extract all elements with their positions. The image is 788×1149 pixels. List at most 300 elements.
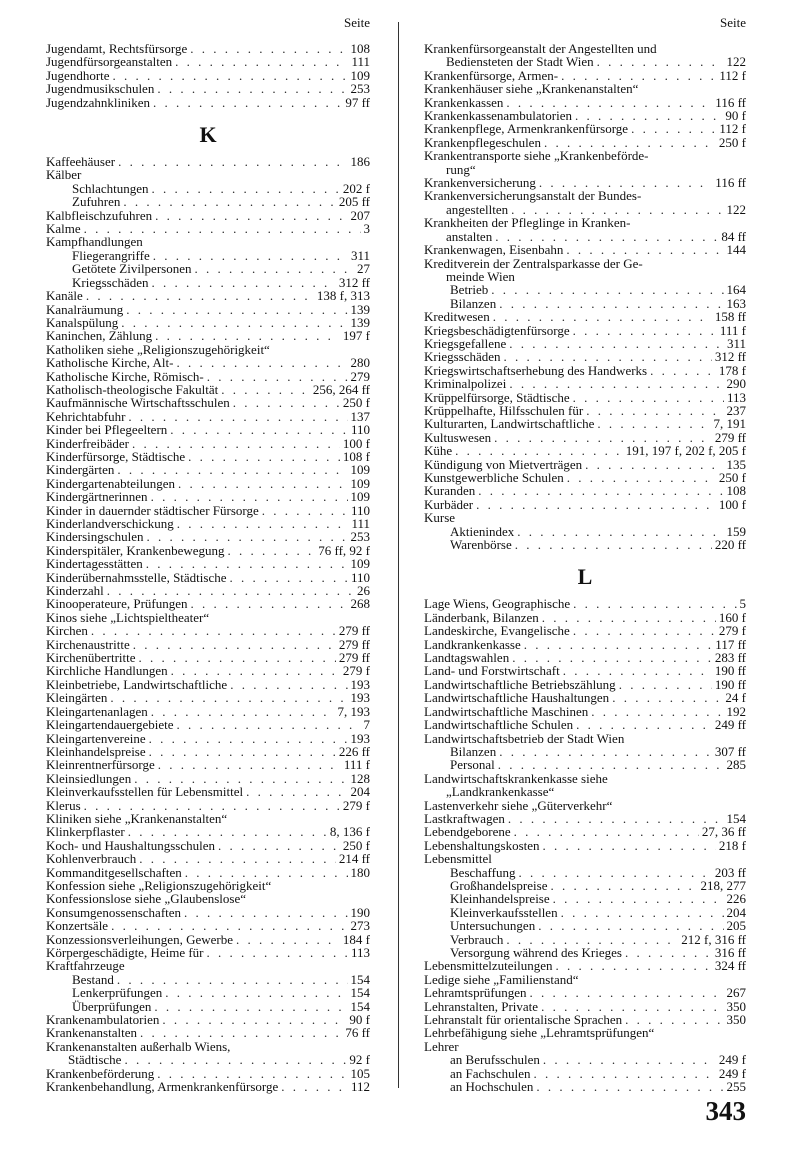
dot-leader xyxy=(509,337,724,350)
dot-leader xyxy=(230,678,347,691)
dot-leader xyxy=(536,1080,723,1093)
index-entry xyxy=(46,973,370,986)
entry-page-ref: 190 ff xyxy=(714,676,746,692)
dot-leader xyxy=(509,377,723,390)
entry-term: Landwirtschaftliche Haushaltungen xyxy=(424,690,610,706)
entry-term: Bediensteten der Stadt Wien xyxy=(446,54,594,70)
dot-leader xyxy=(111,919,347,932)
index-entry xyxy=(424,732,746,745)
entry-page-ref: 5 xyxy=(739,596,746,612)
dot-leader xyxy=(556,959,712,972)
dot-leader xyxy=(155,329,340,342)
index-entry xyxy=(46,1053,370,1066)
entry-term: Klinkerpflaster xyxy=(46,824,125,840)
index-entry xyxy=(46,182,370,195)
entry-page-ref: 280 xyxy=(350,355,370,371)
entry-page-ref: 116 ff xyxy=(715,175,746,191)
entry-page-ref: 178 f xyxy=(718,362,746,378)
index-entry xyxy=(424,82,746,95)
index-entry xyxy=(46,906,370,919)
entry-term: Jugendmusikschulen xyxy=(46,81,155,97)
index-entry xyxy=(424,42,746,55)
entry-term: Kriegsgefallene xyxy=(424,335,507,351)
index-entry xyxy=(424,946,746,959)
entry-page-ref: 92 f xyxy=(349,1052,370,1068)
entry-page-ref: 76 ff xyxy=(345,1025,370,1041)
index-entry xyxy=(424,69,746,82)
entry-page-ref: 113 xyxy=(726,389,746,405)
entry-page-ref: 112 xyxy=(350,1079,370,1095)
entry-term: an Fachschulen xyxy=(450,1065,531,1081)
dot-leader xyxy=(494,431,712,444)
entry-term: Bilanzen xyxy=(450,295,497,311)
index-entry xyxy=(46,879,370,892)
index-entry xyxy=(424,825,746,838)
index-entry xyxy=(424,906,746,919)
index-entry xyxy=(424,1053,746,1066)
dot-leader xyxy=(149,732,348,745)
dot-leader xyxy=(152,182,340,195)
entry-page-ref: 191, 197 f, 202 f, 205 f xyxy=(625,443,746,459)
entry-term: Kaufmännische Wirtschaftsschulen xyxy=(46,395,230,411)
entry-term: Kühe xyxy=(424,443,453,459)
index-entry xyxy=(424,149,746,162)
entry-term: Konzertsäle xyxy=(46,918,109,934)
entry-page-ref: 220 ff xyxy=(714,537,746,553)
entry-page-ref: 279 f xyxy=(342,663,370,679)
entry-page-ref: 113 xyxy=(350,945,370,960)
index-entry xyxy=(46,812,370,825)
index-entry xyxy=(46,69,370,82)
entry-term: Kinderspitäler, Krankenbewegung xyxy=(46,542,225,558)
index-entry xyxy=(424,283,746,296)
dot-leader xyxy=(191,597,348,610)
index-entry xyxy=(424,498,746,511)
index-entry xyxy=(46,986,370,999)
entry-term: Lastenverkehr siehe „Güterverkehr“ xyxy=(424,797,613,813)
index-entry xyxy=(46,959,370,972)
entry-term: Kaffeehäuser xyxy=(46,154,116,170)
entry-term: Land- und Forstwirtschaft xyxy=(424,663,560,679)
entry-page-ref: 312 ff xyxy=(338,274,370,290)
index-entry xyxy=(46,544,370,557)
dot-leader xyxy=(170,423,348,436)
dot-leader xyxy=(585,458,723,471)
entry-term: Lebensmittel xyxy=(424,851,492,867)
dot-leader xyxy=(126,303,347,316)
entry-term: Betrieb xyxy=(450,282,489,298)
index-entry xyxy=(424,785,746,798)
right-seite-header: Seite xyxy=(720,15,746,30)
entry-page-ref: 207 xyxy=(350,207,370,223)
dot-leader xyxy=(539,176,712,189)
entry-term: Großhandelspreise xyxy=(450,877,548,893)
dot-leader xyxy=(597,55,724,68)
dot-leader xyxy=(171,664,340,677)
index-entry xyxy=(46,222,370,235)
index-entry xyxy=(46,718,370,731)
index-entry xyxy=(46,249,370,262)
entry-page-ref: 112 f xyxy=(719,67,746,83)
entry-term: Kinderfreibäder xyxy=(46,435,130,451)
dot-leader xyxy=(153,249,348,262)
entry-term: Bilanzen xyxy=(450,743,497,759)
index-entry xyxy=(46,892,370,905)
index-entry xyxy=(46,852,370,865)
entry-term: Kindertagesstätten xyxy=(46,556,143,572)
index-entry xyxy=(424,973,746,986)
index-entry xyxy=(46,262,370,275)
entry-term: Lehrer xyxy=(424,1038,459,1054)
index-entry xyxy=(424,624,746,637)
index-entry xyxy=(46,732,370,745)
left-index-list xyxy=(46,42,370,1093)
index-entry xyxy=(424,484,746,497)
index-entry xyxy=(424,678,746,691)
entry-term: Kirchliche Handlungen xyxy=(46,663,168,679)
entry-page-ref: 279 ff xyxy=(338,650,370,666)
entry-page-ref: 117 ff xyxy=(715,636,746,652)
index-entry xyxy=(46,597,370,610)
dot-leader xyxy=(146,557,348,570)
index-entry xyxy=(46,55,370,68)
entry-page-ref: 279 xyxy=(350,368,370,384)
entry-term: Kommanditgesellschaften xyxy=(46,864,182,880)
dot-leader xyxy=(178,477,348,490)
index-entry xyxy=(424,96,746,109)
entry-term: Beschaffung xyxy=(450,864,516,880)
entry-term: Kultuswesen xyxy=(424,429,492,445)
index-entry xyxy=(46,155,370,168)
entry-page-ref: 144 xyxy=(726,242,746,258)
index-entry xyxy=(424,230,746,243)
index-entry xyxy=(424,109,746,122)
index-entry xyxy=(46,450,370,463)
dot-leader xyxy=(543,839,716,852)
index-entry xyxy=(424,705,746,718)
dot-leader xyxy=(132,437,340,450)
entry-term: Landwirtschaftliche Schulen xyxy=(424,717,574,733)
entry-page-ref: 268 xyxy=(350,596,370,612)
entry-page-ref: 193 xyxy=(350,690,370,706)
entry-page-ref: 273 xyxy=(350,918,370,934)
entry-page-ref: 279 ff xyxy=(338,623,370,639)
dot-leader xyxy=(573,391,724,404)
dot-leader xyxy=(177,517,349,530)
entry-term: Kriegsschäden xyxy=(424,349,501,365)
dot-leader xyxy=(625,1013,723,1026)
entry-term: Krankenbehandlung, Armenkrankenfürsorge xyxy=(46,1079,279,1095)
entry-page-ref: 205 xyxy=(726,918,746,934)
index-entry xyxy=(424,1067,746,1080)
entry-page-ref: 311 xyxy=(350,247,370,263)
index-entry xyxy=(424,471,746,484)
entry-term: Kinderfürsorge, Städtische xyxy=(46,448,186,464)
dot-leader xyxy=(230,571,348,584)
dot-leader xyxy=(162,1013,346,1026)
entry-page-ref: 202 f xyxy=(342,180,370,196)
entry-term: Untersuchungen xyxy=(450,918,536,934)
index-entry xyxy=(46,946,370,959)
index-entry xyxy=(46,530,370,543)
dot-leader xyxy=(495,230,718,243)
dot-leader xyxy=(117,973,348,986)
entry-page-ref: 190 ff xyxy=(714,663,746,679)
entry-page-ref: 110 xyxy=(350,502,370,518)
entry-page-ref: 350 xyxy=(726,1012,746,1028)
dot-leader xyxy=(512,651,712,664)
entry-term: Kirchenaustritte xyxy=(46,636,130,652)
entry-page-ref: 110 xyxy=(350,422,370,438)
index-entry xyxy=(46,799,370,812)
index-entry xyxy=(46,664,370,677)
entry-term: Krankenbeförderung xyxy=(46,1065,155,1081)
entry-term: Landwirtschaftliche Betriebszählung xyxy=(424,676,616,692)
index-entry xyxy=(424,745,746,758)
dot-leader xyxy=(506,933,678,946)
entry-page-ref: 197 f xyxy=(342,328,370,344)
entry-term: Verbrauch xyxy=(450,931,504,947)
entry-term: Jugendamt, Rechtsfürsorge xyxy=(46,41,188,56)
dot-leader xyxy=(504,350,712,363)
entry-page-ref: 160 f xyxy=(718,609,746,625)
entry-term: Kleinverkaufsstellen xyxy=(450,904,558,920)
dot-leader xyxy=(128,825,327,838)
entry-term: Konfessionslose siehe „Glaubenslose“ xyxy=(46,891,247,907)
dot-leader xyxy=(134,772,347,785)
dot-leader xyxy=(281,1080,348,1093)
entry-term: Kindergärten xyxy=(46,462,115,478)
entry-page-ref: 250 f xyxy=(718,134,746,150)
dot-leader xyxy=(563,664,712,677)
entry-page-ref: 90 f xyxy=(349,1012,370,1028)
section-letter-heading: K xyxy=(199,122,217,148)
entry-term: Kinderlandverschickung xyxy=(46,516,174,531)
entry-term: Krankenfürsorgeanstalt der Angestellten und xyxy=(424,41,657,56)
dot-leader xyxy=(184,906,347,919)
index-entry xyxy=(424,444,746,457)
entry-page-ref: 111 xyxy=(351,516,370,531)
entry-page-ref: 139 xyxy=(350,301,370,317)
index-entry xyxy=(46,370,370,383)
entry-term: Lenkerprüfungen xyxy=(72,985,163,1001)
entry-page-ref: 108 xyxy=(350,41,370,56)
index-entry xyxy=(46,1013,370,1026)
index-entry xyxy=(424,879,746,892)
dot-leader xyxy=(586,404,723,417)
entry-page-ref: 249 ff xyxy=(714,717,746,733)
dot-leader xyxy=(499,745,712,758)
entry-page-ref: 154 xyxy=(350,998,370,1014)
dot-leader xyxy=(154,1000,347,1013)
entry-term: Kleinbetriebe, Landwirtschaftliche xyxy=(46,676,228,692)
entry-page-ref: 249 f xyxy=(718,1052,746,1068)
dot-leader xyxy=(631,122,716,135)
index-entry xyxy=(424,1080,746,1093)
entry-term: Krankenversicherungsanstalt der Bundes- xyxy=(424,188,642,204)
dot-leader xyxy=(544,136,716,149)
entry-term: an Hochschulen xyxy=(450,1079,534,1095)
index-entry xyxy=(46,919,370,932)
entry-page-ref: 154 xyxy=(726,810,746,826)
entry-term: Schlachtungen xyxy=(72,180,149,196)
entry-term: Lebensmittelzuteilungen xyxy=(424,958,553,974)
entry-term: Krüppelfürsorge, Städtische xyxy=(424,389,570,405)
entry-page-ref: 203 ff xyxy=(714,864,746,880)
entry-term: Kulturarten, Landwirtschaftliche xyxy=(424,416,595,432)
dot-leader xyxy=(153,96,342,109)
entry-page-ref: 116 ff xyxy=(715,94,746,110)
index-entry xyxy=(424,350,746,363)
dot-leader xyxy=(524,638,713,651)
index-entry xyxy=(424,136,746,149)
entry-page-ref: 205 ff xyxy=(338,194,370,210)
dot-leader xyxy=(550,879,697,892)
entry-page-ref: 154 xyxy=(350,985,370,1001)
dot-leader xyxy=(165,986,347,999)
entry-term: Jugendfürsorgeanstalten xyxy=(46,54,173,70)
entry-term: Lastkraftwagen xyxy=(424,810,505,826)
entry-page-ref: 76 ff, 92 f xyxy=(318,542,370,558)
index-entry xyxy=(424,257,746,270)
entry-term: Landwirtschaftskrankenkasse siehe xyxy=(424,770,608,786)
index-entry xyxy=(46,96,370,109)
index-entry xyxy=(424,538,746,551)
entry-term: Lehranstalten, Private xyxy=(424,998,539,1014)
entry-term: Kirchenübertritte xyxy=(46,650,136,666)
entry-term: Landwirtschaftsbetrieb der Stadt Wien xyxy=(424,730,625,746)
index-entry xyxy=(424,364,746,377)
dot-leader xyxy=(175,55,348,68)
entry-page-ref: 24 f xyxy=(725,690,746,706)
dot-leader xyxy=(221,383,310,396)
index-entry xyxy=(46,289,370,302)
index-entry xyxy=(46,557,370,570)
index-entry xyxy=(424,866,746,879)
dot-leader xyxy=(493,310,712,323)
index-entry xyxy=(46,42,370,55)
entry-page-ref: 279 ff xyxy=(714,429,746,445)
dot-leader xyxy=(124,1053,346,1066)
index-entry xyxy=(424,243,746,256)
dot-leader xyxy=(514,825,699,838)
index-entry xyxy=(46,772,370,785)
index-entry xyxy=(46,396,370,409)
index-entry xyxy=(424,337,746,350)
entry-term: Kalme xyxy=(46,221,81,237)
entry-term: Kraftfahrzeuge xyxy=(46,958,125,974)
entry-term: Lebenshaltungskosten xyxy=(424,837,540,853)
dot-leader xyxy=(123,195,335,208)
index-entry xyxy=(46,463,370,476)
entry-term: Überprüfungen xyxy=(72,998,152,1014)
index-entry xyxy=(46,1026,370,1039)
dot-leader xyxy=(575,109,722,122)
dot-leader xyxy=(576,718,712,731)
entry-page-ref: 290 xyxy=(726,376,746,392)
entry-page-ref: 111 xyxy=(351,54,370,70)
dot-leader xyxy=(566,243,723,256)
entry-term: Kanäle xyxy=(46,288,83,304)
dot-leader xyxy=(188,450,340,463)
entry-page-ref: 97 ff xyxy=(345,94,370,110)
entry-page-ref: 27 xyxy=(357,261,370,277)
index-entry xyxy=(424,852,746,865)
index-entry xyxy=(424,417,746,430)
entry-page-ref: 109 xyxy=(350,67,370,83)
entry-page-ref: 184 f xyxy=(342,931,370,947)
index-entry xyxy=(424,611,746,624)
index-entry xyxy=(424,651,746,664)
entry-page-ref: 253 xyxy=(350,529,370,545)
index-entry xyxy=(424,377,746,390)
index-entry xyxy=(46,423,370,436)
entry-term: Kinooperateure, Prüfungen xyxy=(46,596,188,612)
entry-term: Kampfhandlungen xyxy=(46,234,143,250)
entry-page-ref: 249 f xyxy=(718,1065,746,1081)
dot-leader xyxy=(478,484,723,497)
entry-page-ref: 139 xyxy=(350,314,370,330)
entry-term: Krüppelhafte, Hilfsschulen für xyxy=(424,402,584,418)
index-entry xyxy=(424,638,746,651)
entry-page-ref: 108 xyxy=(726,483,746,499)
dot-leader xyxy=(152,276,336,289)
entry-page-ref: 324 ff xyxy=(714,958,746,974)
dot-leader xyxy=(86,289,314,302)
entry-page-ref: 90 f xyxy=(725,108,746,124)
entry-term: Landkrankenkasse xyxy=(424,636,521,652)
entry-term: Kindersingschulen xyxy=(46,529,144,545)
entry-page-ref: 279 f xyxy=(718,623,746,639)
entry-page-ref: 285 xyxy=(726,757,746,773)
index-entry xyxy=(46,705,370,718)
dot-leader xyxy=(591,705,723,718)
entry-term: Lehramtsprüfungen xyxy=(424,985,527,1001)
dot-leader xyxy=(625,946,712,959)
entry-page-ref: 8, 136 f xyxy=(329,824,370,840)
index-entry xyxy=(424,458,746,471)
entry-term: „Landkrankenkasse“ xyxy=(446,784,555,800)
entry-page-ref: 316 ff xyxy=(714,945,746,960)
index-entry xyxy=(424,1000,746,1013)
dot-leader xyxy=(567,471,716,484)
entry-page-ref: 186 xyxy=(350,154,370,170)
dot-leader xyxy=(553,892,724,905)
dot-leader xyxy=(650,364,716,377)
index-entry xyxy=(46,1067,370,1080)
index-entry xyxy=(424,55,746,68)
dot-leader xyxy=(84,799,340,812)
index-entry xyxy=(46,678,370,691)
index-entry xyxy=(46,356,370,369)
dot-leader xyxy=(541,1000,723,1013)
entry-page-ref: 237 xyxy=(726,402,746,418)
dot-leader xyxy=(619,678,712,691)
entry-term: Zufuhren xyxy=(72,194,121,210)
entry-term: Städtische xyxy=(68,1052,122,1068)
dot-leader xyxy=(140,1026,342,1039)
entry-term: Kinder in dauernder städtischer Fürsorge xyxy=(46,502,259,518)
dot-leader xyxy=(113,69,348,82)
entry-term: Lehranstalt für orientalische Sprachen xyxy=(424,1012,623,1028)
entry-page-ref: 226 xyxy=(726,891,746,907)
entry-page-ref: 7 xyxy=(363,717,370,733)
entry-term: Körpergeschädigte, Heime für xyxy=(46,945,204,960)
entry-page-ref: 218, 277 xyxy=(700,877,746,893)
index-entry xyxy=(46,504,370,517)
dot-leader xyxy=(207,370,348,383)
entry-page-ref: 193 xyxy=(350,676,370,692)
